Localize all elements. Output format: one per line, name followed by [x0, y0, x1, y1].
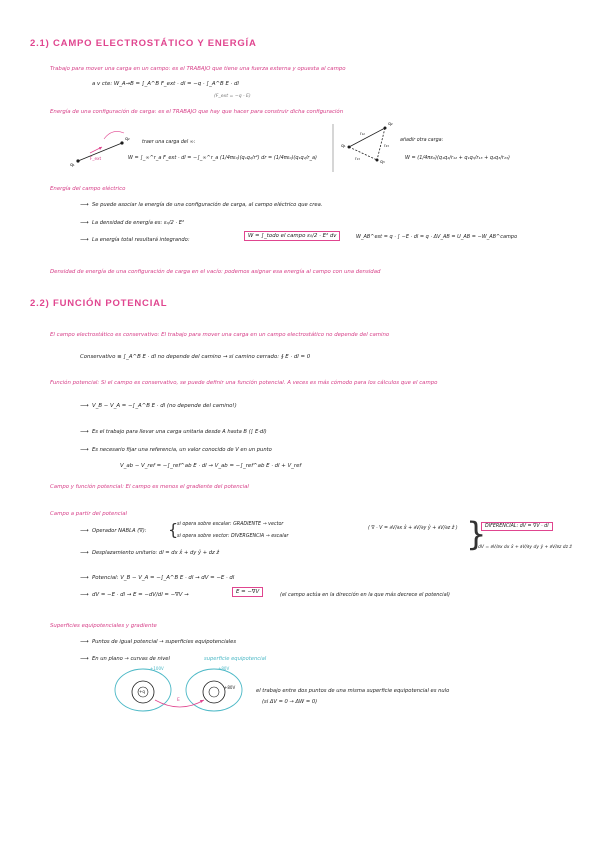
- arrow-12: ⟶: [80, 655, 89, 662]
- bullet-energia-config: Energía de una configuración de carga: es el TRABAJO que hay que hacer para construir dicha configuración: [50, 109, 344, 115]
- equipot-note-2: (si ΔV = 0 → ΔW = 0): [262, 699, 318, 705]
- pot-line-1: V_B − V_A = −∫_A^B E · dl (no depende del camino!): [92, 403, 237, 409]
- nabla-matrix: ( ∇ · V = ∂V/∂x x̂ + ∂V/∂y ŷ + ∂V/∂z ẑ ): [368, 526, 458, 531]
- arrow-3: ⟶: [80, 236, 89, 243]
- eq-label-v3: +80V: [224, 685, 236, 690]
- label-q1-left: q₁: [70, 163, 75, 168]
- bullet-conservativo: El campo electrostático es conservativo: El trabajo para mover una carga en un campo electrostático no depende del camino: [50, 332, 390, 338]
- nabla-brace: {: [168, 520, 179, 539]
- arrow-8: ⟶: [80, 549, 89, 556]
- sup-line-2a: En un plano → curvas de nivel: [92, 656, 170, 662]
- potencial-note: (el campo actúa en la dirección en la que más decrece el potencial): [280, 592, 450, 598]
- arrow-1: ⟶: [80, 201, 89, 208]
- label-r23: r₂₃: [384, 143, 389, 148]
- eq-trabajo: a v cte: W_A→B = ∫_A^B F_ext · dl = −q · ∫_A^B E · dl: [92, 81, 239, 87]
- label-r13: r₁₃: [355, 156, 360, 161]
- diferencial-eq: dV = ∂V/∂x dx x̂ + ∂V/∂y dy ŷ + ∂V/∂z dz ẑ: [478, 545, 572, 550]
- fig-left-equation: W = ∫_∞^r_a F_ext · dl = −∫_∞^r_a (1/4πε₀)(q₁q₂/r²) dr = (1/4πε₀)(q₁q₂/r_a): [128, 155, 317, 161]
- diff-brace: }: [466, 515, 487, 553]
- arrow-6: ⟶: [80, 446, 89, 453]
- arrow-2: ⟶: [80, 219, 89, 226]
- eq-label-charge: +q: [139, 689, 145, 694]
- label-r12: r₁₂: [360, 131, 365, 136]
- fig-left-caption: traer una carga del ∞:: [142, 140, 196, 145]
- energia-line-1: Se puede asociar la energía de una configuración de carga, al campo eléctrico que crea.: [92, 202, 323, 208]
- bullet-densidad: Densidad de energía de una configuración de carga en el vacío: podemos asignar esa energía al campo con una densidad: [50, 269, 381, 275]
- bullet-superficies: Superficies equipotenciales y gradiente: [50, 623, 157, 629]
- label-q2-right: q₂: [388, 122, 393, 127]
- bullet-funcion-potencial: Función potencial: Si el campo es conservativo, se puede definir una función potencial. A veces es más cómodo para los cálculos que el campo: [50, 380, 438, 386]
- section-title-2-2: 2.2) FUNCIÓN POTENCIAL: [30, 298, 168, 309]
- eq-fext: (F_ext = −q · E): [214, 94, 251, 99]
- sup-line-2b: superficie equipotencial: [204, 656, 267, 662]
- eq-label-v1: +100V: [150, 666, 164, 671]
- arrow-7: ⟶: [80, 527, 89, 534]
- potencial-line-1: Potencial: V_B − V_A = −∫_A^B E · dl → dV = −E · dl: [92, 575, 235, 581]
- eq-label-v2: +80V: [218, 666, 230, 671]
- e-grad-box: E = −∇V: [232, 587, 263, 597]
- arrow-4: ⟶: [80, 402, 89, 409]
- fig-right-triangle: [348, 127, 387, 162]
- label-q3-right: q₃: [380, 160, 385, 165]
- sup-line-1: Puntos de igual potencial → superficies equipotenciales: [92, 639, 237, 645]
- equipotential-diagram: [115, 669, 242, 711]
- potencial-line-2: dV = −E · dl → E = −dV/dl = −∇V →: [92, 592, 189, 598]
- arrow-9: ⟶: [80, 574, 89, 581]
- pot-line-4: V_ab − V_ref = −∫_ref^ab E · dl → V_ab = −∫_ref^ab E · dl + V_ref: [120, 463, 302, 469]
- fig-right-caption: añadir otra carga:: [400, 138, 444, 143]
- fig-right-equation: W = (1/4πε₀)(q₁q₂/r₁₂ + q₁q₃/r₁₃ + q₂q₃/r₂₃): [405, 155, 510, 161]
- nabla-line-2: si opera sobre vector: DIVERGENCIA → escalar: [177, 534, 289, 539]
- label-fext: F_ext: [90, 156, 102, 161]
- section-title-2-1: 2.1) CAMPO ELECTROSTÁTICO Y ENERGÍA: [30, 38, 257, 49]
- bullet-trabajo: Trabajo para mover una carga en un campo: es el TRABAJO que tiene una fuerza externa y opuesta al campo: [50, 66, 346, 72]
- label-q1-right: q₁: [341, 144, 346, 149]
- pot-line-3: Es necesario fijar una referencia, un valor conocido de V en un punto: [92, 447, 272, 453]
- bullet-campo-potencial: Campo a partir del potencial: [50, 511, 128, 517]
- bullet-energia-campo: Energía del campo eléctrico: [50, 186, 126, 192]
- arrow-5: ⟶: [80, 428, 89, 435]
- nabla-line-1: si opera sobre escalar: GRADIENTE → vector: [177, 522, 284, 527]
- label-q2-left: q₂: [125, 137, 130, 142]
- diferencial-box: DIFERENCIAL: dV = ∇V · dl: [481, 522, 553, 531]
- eq-conservativo: Conservativo ≡ ∫_A^B E · dl no depende del camino → si camino cerrado: ∮ E · dl = 0: [80, 354, 311, 360]
- eq-label-arrow: E: [177, 698, 180, 703]
- bullet-campo-funcion: Campo y función potencial: El campo es menos el gradiente del potencial: [50, 484, 249, 490]
- energia-right-eq: W_AB^est = q · ∫ −E · dl = q · ΔV_AB = U_AB = −W_AB^campo: [356, 234, 518, 240]
- nabla-label: Operador NABLA (∇):: [92, 528, 147, 534]
- equipot-note-1: el trabajo entre dos puntos de una misma superficie equipotencial es nulo: [256, 688, 450, 694]
- desplazamiento-line: Desplazamiento unitario: dl = dx x̂ + dy ŷ + dz ẑ: [92, 550, 220, 556]
- energia-total-box: W = ∫_todo el campo ε₀/2 · E² dv: [244, 231, 340, 241]
- arrow-10: ⟶: [80, 591, 89, 598]
- pot-line-2: Es el trabajo para llevar una carga unitaria desde A hasta B (∫ E·dl): [92, 429, 267, 435]
- energia-line-2: La densidad de energía es: ε₀/2 · E²: [92, 220, 185, 226]
- energia-line-3: La energía total resultará integrando:: [92, 237, 190, 243]
- arrow-11: ⟶: [80, 638, 89, 645]
